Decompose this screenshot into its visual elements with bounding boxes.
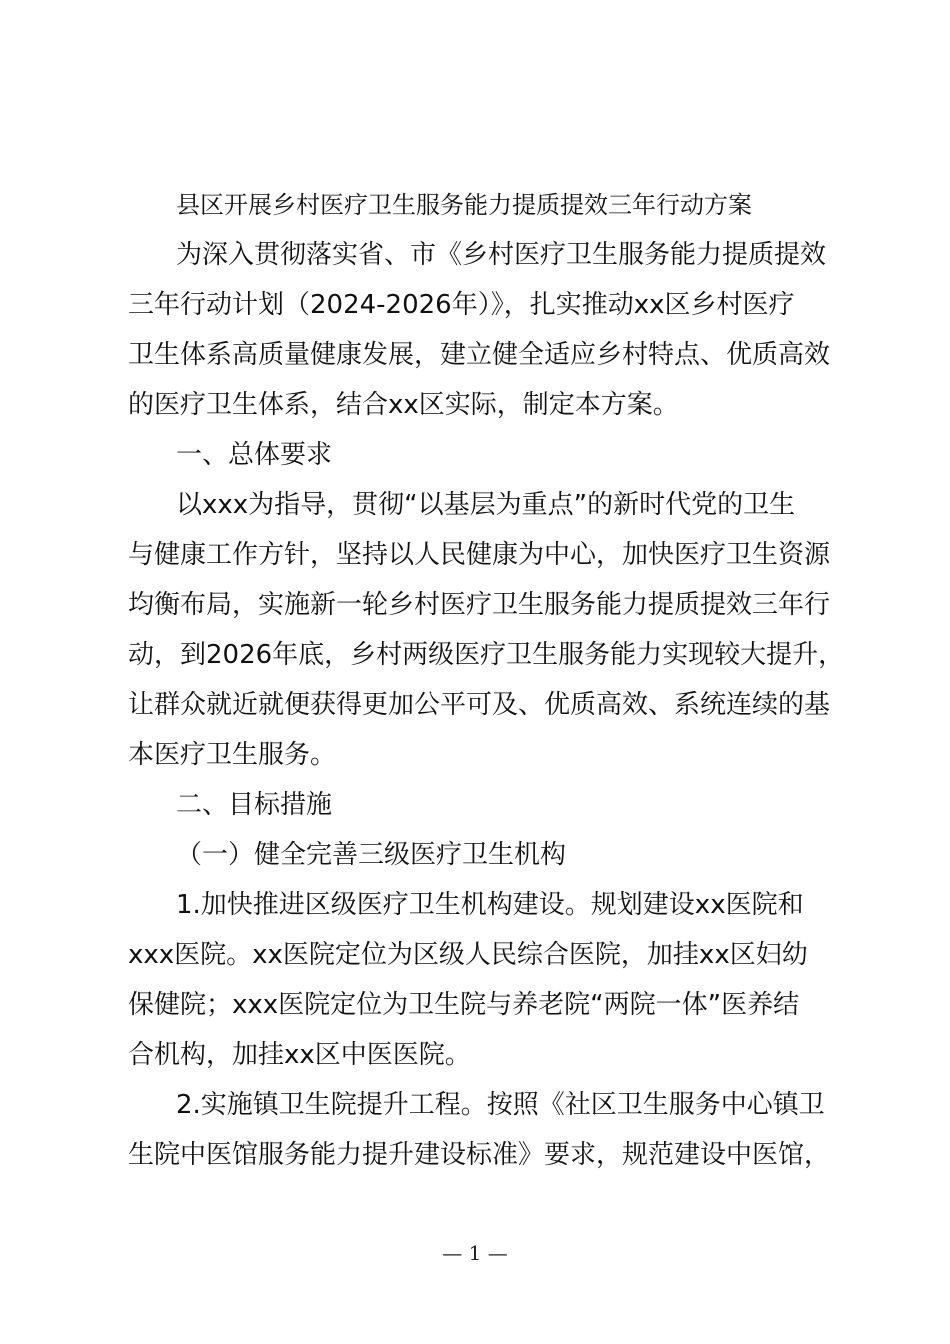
- subsection-heading: （一）健全完善三级医疗卫生机构: [176, 840, 567, 870]
- section-heading: 二、目标措施: [176, 790, 333, 820]
- page-number: — 1 —: [442, 1241, 508, 1265]
- text-line: 2.实施镇卫生院提升工程。按照《社区卫生服务中心镇卫: [176, 1090, 825, 1120]
- text-line: 以xxx为指导，贯彻“以基层为重点”的新时代党的卫生: [176, 490, 796, 520]
- text-line: 为深入贯彻落实省、市《乡村医疗卫生服务能力提质提效: [176, 240, 827, 270]
- text-line: 卫生体系高质量健康发展，建立健全适应乡村特点、优质高效: [128, 340, 831, 370]
- text-line: 动，到2026年底，乡村两级医疗卫生服务能力实现较大提升，: [128, 640, 845, 670]
- text-line: 保健院；xxx医院定位为卫生院与养老院“两院一体”医养结: [128, 990, 800, 1020]
- text-line: xxx医院。xx医院定位为区级人民综合医院，加挂xx区妇幼: [128, 940, 808, 970]
- section-heading: 一、总体要求: [176, 440, 333, 470]
- text-line: 与健康工作方针，坚持以人民健康为中心，加快医疗卫生资源: [128, 540, 831, 570]
- text-line: 本医疗卫生服务。: [128, 740, 337, 770]
- text-line: 让群众就近就便获得更加公平可及、优质高效、系统连续的基: [128, 690, 831, 720]
- text-line: 的医疗卫生体系，结合xx区实际，制定本方案。: [128, 390, 679, 420]
- text-line: 合机构，加挂xx区中医医院。: [128, 1040, 471, 1070]
- text-line: 三年行动计划（2024-2026年）》，扎实推动xx区乡村医疗: [128, 290, 795, 320]
- text-line: 均衡布局，实施新一轮乡村医疗卫生服务能力提质提效三年行: [128, 590, 831, 620]
- document-title: 县区开展乡村医疗卫生服务能力提质提效三年行动方案: [176, 191, 752, 219]
- text-line: 生院中医馆服务能力提升建设标准》要求，规范建设中医馆，: [128, 1140, 831, 1170]
- text-line: 1.加快推进区级医疗卫生机构建设。规划建设xx医院和: [176, 890, 804, 920]
